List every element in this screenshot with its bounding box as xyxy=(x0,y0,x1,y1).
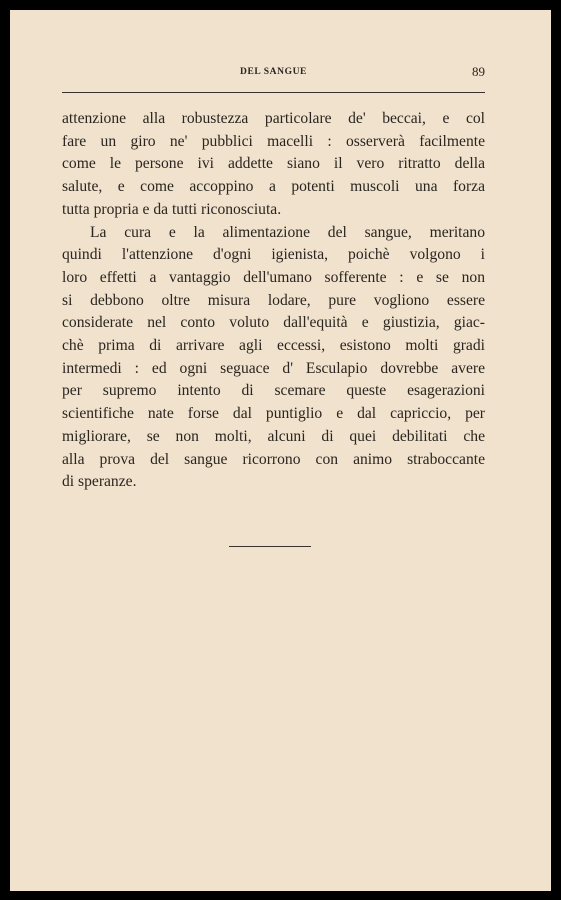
text-line: intermedi : ed ogni seguace d' Esculapio dovrebbe avere xyxy=(62,359,485,377)
page-number: 89 xyxy=(472,64,485,79)
text-line: di speranze. xyxy=(62,473,137,491)
text-line: scientifiche nate forse dal puntiglio e dal capriccio, per xyxy=(62,405,485,423)
book-page xyxy=(10,10,551,891)
running-title: DEL SANGUE xyxy=(240,67,307,77)
text-line: fare un giro ne' pubblici macelli : osserverà facilmente xyxy=(62,132,485,150)
text-line: La cura e la alimentazione del sangue, meritano xyxy=(90,223,485,241)
text-line: salute, e come accoppino a potenti muscoli una forza xyxy=(62,178,485,196)
text-line: attenzione alla robustezza particolare de' beccai, e col xyxy=(62,110,485,127)
text-line: tutta propria e da tutti riconosciuta. xyxy=(62,200,282,218)
end-rule xyxy=(229,546,311,547)
text-line: loro effetti a vantaggio dell'umano sofferente : e se non xyxy=(62,268,485,286)
header-rule xyxy=(62,92,485,93)
text-line: per supremo intento di scemare queste esagerazioni xyxy=(62,382,485,400)
running-header xyxy=(62,64,485,84)
text-line: quindi l'attenzione d'ogni igienista, poichè volgono i xyxy=(62,246,485,264)
text-line: si debbono oltre misura lodare, pure vogliono essere xyxy=(62,291,485,309)
text-line: migliorare, se non molti, alcuni di quei debilitati che xyxy=(62,427,485,445)
body-text xyxy=(62,108,485,494)
text-line: chè prima di arrivare agli eccessi, esistono molti gradi xyxy=(62,337,485,355)
text-line: considerate nel conto voluto dall'equità e giustizia, giac- xyxy=(62,314,485,332)
paragraph-2 xyxy=(62,222,485,494)
text-line: alla prova del sangue ricorrono con animo straboccante xyxy=(62,450,485,468)
paragraph-1 xyxy=(62,108,485,222)
text-line: come le persone ivi addette siano il vero ritratto della xyxy=(62,155,485,173)
